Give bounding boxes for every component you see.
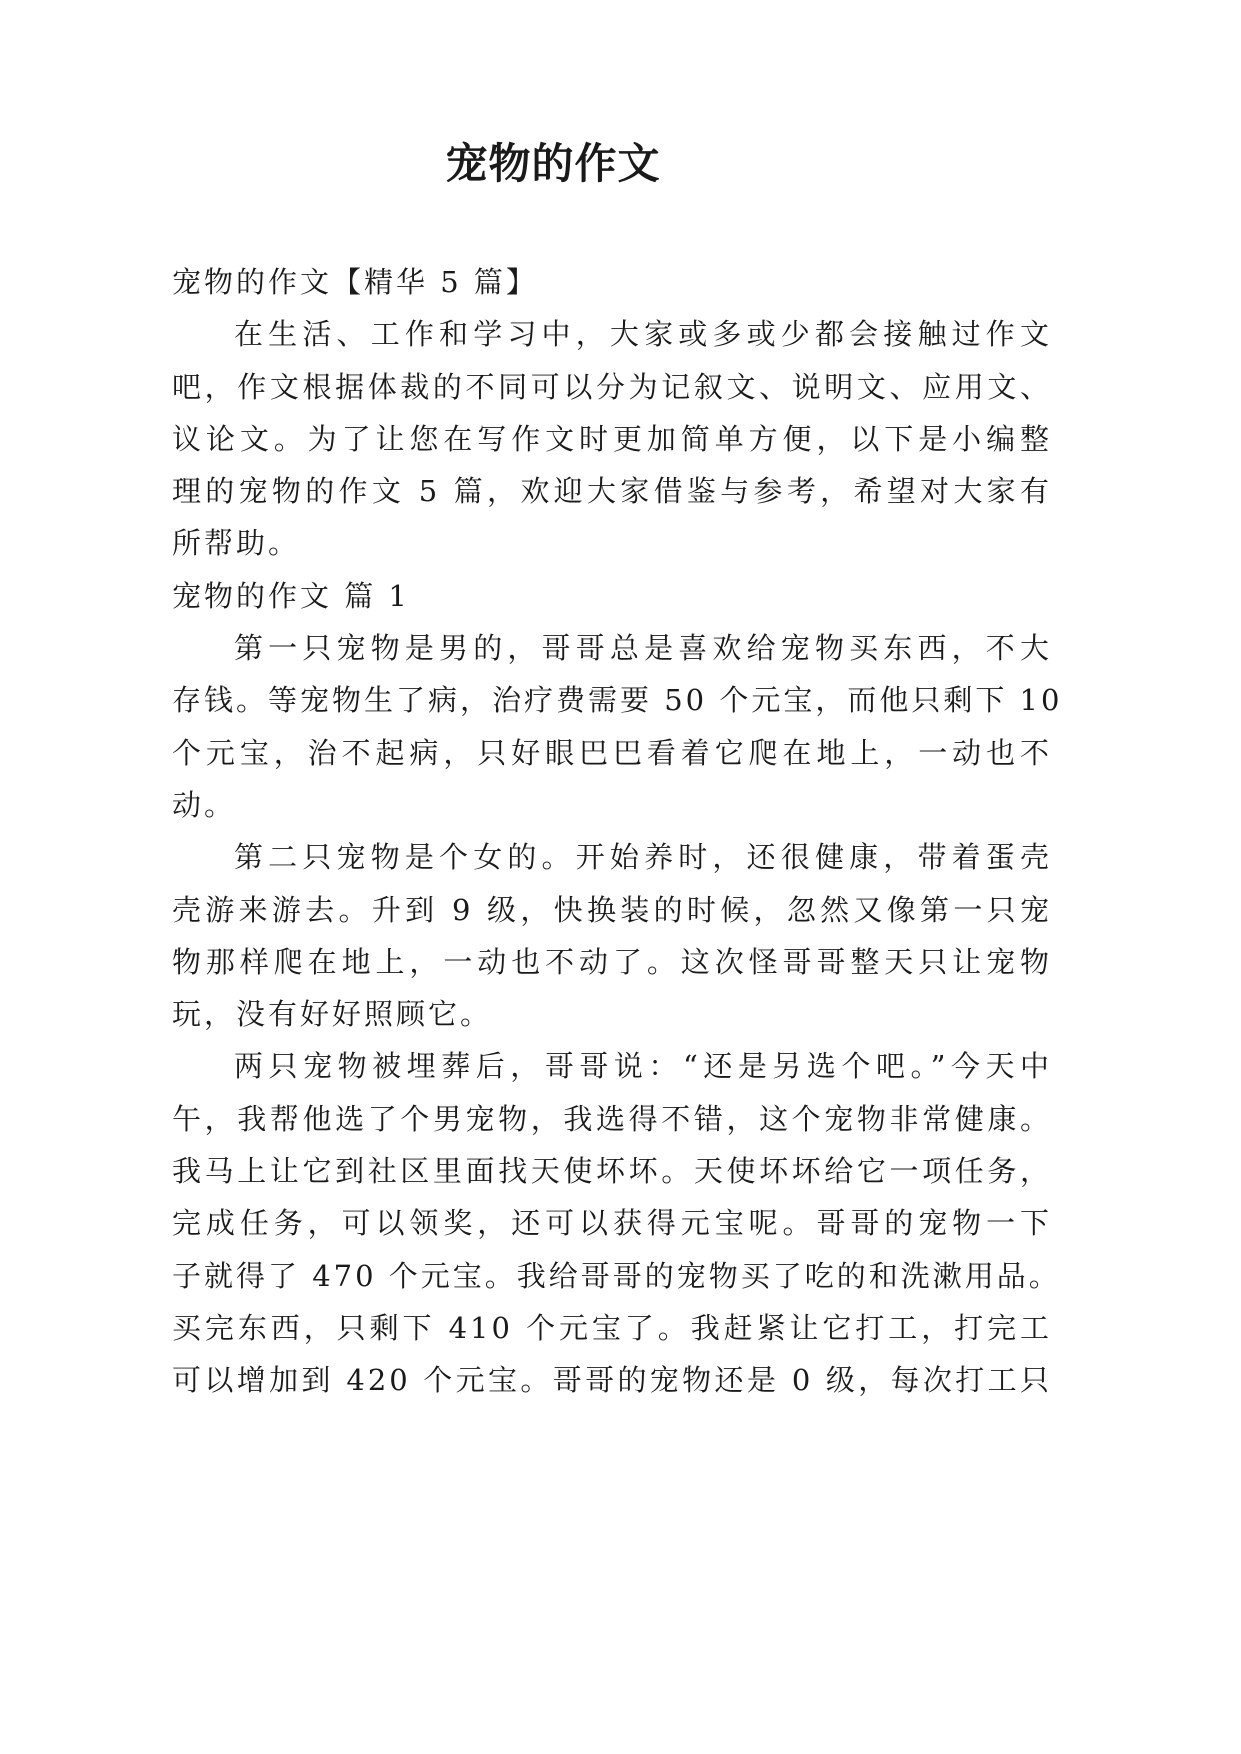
document-subtitle: 宠物的作文【精华 5 篇】: [172, 265, 538, 299]
paragraph-line: 动。: [172, 787, 237, 822]
paragraph-line: 买完东西，只剩下 410 个元宝了。我赶紧让它打工，打完工: [172, 1310, 1052, 1345]
paragraph-line: 我马上让它到社区里面找天使坏坏。天使坏坏给它一项任务，: [172, 1154, 1052, 1189]
paragraph-line: 理的宠物的作文 5 篇，欢迎大家借鉴与参考，希望对大家有: [172, 474, 1052, 509]
paragraph-line: 可以增加到 420 个元宝。哥哥的宠物还是 0 级，每次打工只: [172, 1363, 1052, 1398]
paragraph-line: 两只宠物被埋葬后，哥哥说：“还是另选个吧。”今天中: [234, 1049, 1052, 1084]
paragraph-line: 玩，没有好好照顾它。: [172, 997, 493, 1032]
paragraph-line: 第一只宠物是男的，哥哥总是喜欢给宠物买东西，不大: [234, 631, 1052, 666]
document-title: 宠物的作文: [445, 139, 661, 188]
paragraph-line: 吧，作文根据体裁的不同可以分为记叙文、说明文、应用文、: [172, 369, 1052, 404]
paragraph-line: 所帮助。: [172, 526, 301, 561]
paragraph-line: 个元宝，治不起病，只好眼巴巴看着它爬在地上，一动也不: [172, 735, 1052, 770]
essay-paragraph-3: [172, 1040, 1061, 1406]
document-body: [172, 256, 1063, 1407]
paragraph-line: 物那样爬在地上，一动也不动了。这次怪哥哥整天只让宠物: [172, 944, 1052, 979]
intro-paragraph: [172, 308, 1052, 569]
paragraph-line: 第二只宠物是个女的。开始养时，还很健康，带着蛋壳: [234, 840, 1052, 875]
paragraph-line: 存钱。等宠物生了病，治疗费需要 50 个元宝，而他只剩下 10: [172, 683, 1063, 718]
essay-paragraph-2: [172, 831, 1052, 1040]
paragraph-line: 完成任务，可以领奖，还可以获得元宝呢。哥哥的宠物一下: [172, 1206, 1052, 1241]
paragraph-line: 午，我帮他选了个男宠物，我选得不错，这个宠物非常健康。: [172, 1101, 1052, 1136]
paragraph-line: 在生活、工作和学习中，大家或多或少都会接触过作文: [234, 317, 1052, 352]
paragraph-line: 壳游来游去。升到 9 级，快换装的时候，忽然又像第一只宠: [172, 892, 1052, 927]
essay-paragraph-1: [172, 622, 1063, 831]
essay-heading: 宠物的作文 篇 1: [172, 578, 410, 613]
paragraph-line: 子就得了 470 个元宝。我给哥哥的宠物买了吃的和洗漱用品。: [172, 1258, 1061, 1293]
paragraph-line: 议论文。为了让您在写作文时更加简单方便，以下是小编整: [172, 421, 1052, 456]
